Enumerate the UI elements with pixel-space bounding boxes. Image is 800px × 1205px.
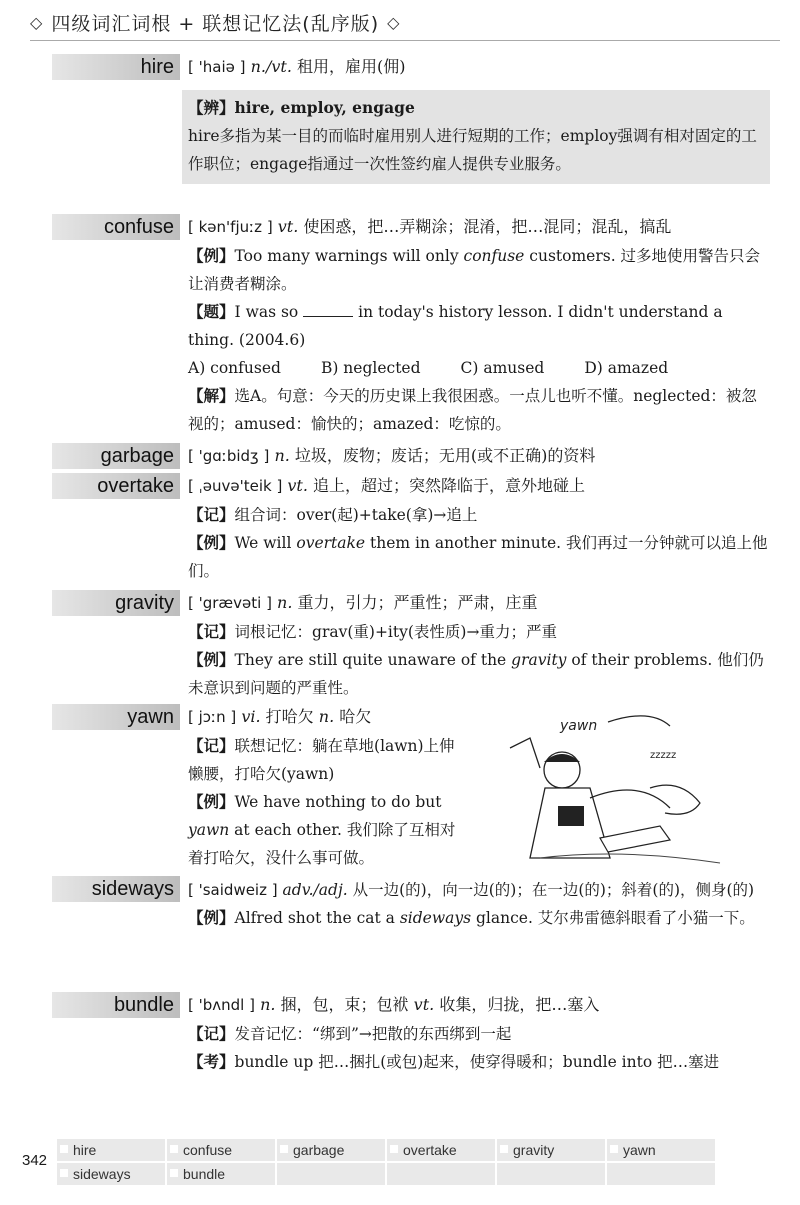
review-empty-cell — [496, 1162, 606, 1186]
definition-line — [188, 214, 770, 240]
phonetic: [ ˌəuvə'teik ] — [188, 477, 283, 495]
part-of-speech: n./vt. — [250, 57, 292, 76]
running-header — [30, 8, 400, 36]
option-c: C) amused — [460, 359, 545, 377]
example: 【例】We will overtake them in another minute. 我们再过一分钟就可以追上他们。 — [188, 533, 768, 580]
option-a: A) confused — [188, 359, 281, 377]
review-empty-cell — [276, 1162, 386, 1186]
note-title: 【辨】hire, employ, engage — [188, 98, 415, 117]
headword: garbage — [52, 443, 180, 469]
entry-body — [188, 876, 770, 932]
review-word: overtake — [386, 1138, 496, 1162]
memo: 【记】组合词：over(起)+take(拿)→追上 — [188, 505, 478, 524]
entry-body — [188, 1020, 770, 1076]
headword: confuse — [52, 214, 180, 240]
definition-line — [188, 54, 770, 80]
definition-line — [188, 473, 770, 499]
entry-body — [188, 732, 470, 872]
headword: bundle — [52, 992, 180, 1018]
review-empty-cell — [386, 1162, 496, 1186]
phonetic: [ 'saidweiz ] — [188, 881, 278, 899]
meaning: 使困惑，把…弄糊涂；混淆，把…混同；混乱，搞乱 — [303, 217, 672, 236]
headword: gravity — [52, 590, 180, 616]
phonetic: [ 'gɑːbidʒ ] — [188, 447, 270, 465]
headword: yawn — [52, 704, 180, 730]
phonetic: [ jɔːn ] — [188, 708, 237, 726]
meaning: 追上，超过；突然降临于，意外地碰上 — [313, 476, 586, 495]
question: 【题】I was so in today's history lesson. I didn't understand a thing. (2004.6) — [188, 302, 723, 349]
review-word: hire — [56, 1138, 166, 1162]
meaning: 租用，雇用(佣) — [297, 57, 406, 76]
part-of-speech: vt. — [277, 217, 299, 236]
meaning: 垃圾，废物；废话；无用(或不正确)的资料 — [294, 446, 596, 465]
headword: hire — [52, 54, 180, 80]
memo: 【记】发音记忆：“绑到”→把散的东西绑到一起 — [188, 1024, 512, 1043]
review-word: garbage — [276, 1138, 386, 1162]
review-word: confuse — [166, 1138, 276, 1162]
part-of-speech: vt. — [287, 476, 308, 495]
part-of-speech: vi. — [241, 707, 261, 726]
entry-body — [188, 242, 770, 438]
page-number: 342 — [22, 1152, 48, 1169]
answer-blank — [303, 302, 353, 317]
entry-body — [188, 501, 770, 585]
part-of-speech: adv./adj. — [282, 881, 348, 899]
review-word: sideways — [56, 1162, 166, 1186]
example: 【例】We have nothing to do but yawn at each other. 我们除了互相对着打哈欠，没什么事可做。 — [188, 792, 456, 867]
part-of-speech: n. — [274, 446, 290, 465]
snore-label: zzzzz — [650, 750, 677, 761]
meaning: 打哈欠 — [265, 707, 314, 726]
review-word: bundle — [166, 1162, 276, 1186]
review-checklist — [56, 1138, 716, 1186]
example: 【例】Alfred shot the cat a sideways glance. 艾尔弗雷德斜眼看了小猫一下。 — [188, 908, 755, 927]
headword: overtake — [52, 473, 180, 499]
option-d: D) amazed — [584, 359, 669, 377]
definition-line — [188, 992, 770, 1018]
example: 【例】Too many warnings will only confuse customers. 过多地使用警告只会让消费者糊涂。 — [188, 246, 761, 293]
meaning-2: 哈欠 — [339, 707, 372, 726]
review-word: yawn — [606, 1138, 716, 1162]
options — [188, 354, 770, 382]
headword: sideways — [52, 876, 180, 902]
part-of-speech-2: vt. — [413, 995, 435, 1014]
note-text: hire多指为某一目的而临时雇用别人进行短期的工作；employ强调有相对固定的工作职位；engage指通过一次性签约雇人提供专业服务。 — [188, 127, 757, 173]
option-b: B) neglected — [320, 359, 421, 377]
meaning: 捆，包，束；包袱 — [280, 995, 409, 1014]
note-box — [182, 90, 770, 184]
phonetic: [ kən'fjuːz ] — [188, 218, 273, 236]
part-of-speech: n. — [277, 593, 293, 612]
phonetic: [ 'haiə ] — [188, 58, 246, 76]
example: 【例】They are still quite unaware of the gravity of their problems. 他们仍未意识到问题的严重性。 — [188, 650, 764, 697]
illustration-label: yawn — [560, 718, 598, 734]
yawn-illustration — [500, 708, 730, 868]
exam-note: 【考】bundle up 把…捆扎(或包)起来，使穿得暖和；bundle into 把…塞进 — [188, 1052, 720, 1071]
diamond-icon: ◇ — [30, 12, 44, 32]
definition-line — [188, 443, 770, 469]
definition-line — [188, 590, 770, 616]
phonetic: [ 'grævəti ] — [188, 594, 272, 612]
book-title: 四级词汇词根 + 联想记忆法(乱序版) — [51, 12, 380, 35]
memo: 【记】联想记忆：躺在草地(lawn)上伸懒腰，打哈欠(yawn) — [188, 736, 455, 783]
review-word: gravity — [496, 1138, 606, 1162]
header-divider — [30, 40, 780, 41]
meaning: 重力，引力；严重性；严肃，庄重 — [297, 593, 538, 612]
meaning: 从一边(的)，向一边(的)；在一边(的)；斜着(的)，侧身(的) — [352, 881, 755, 899]
part-of-speech: n. — [260, 995, 276, 1014]
diamond-icon: ◇ — [387, 12, 401, 32]
definition-line — [188, 876, 770, 904]
meaning-2: 收集，归拢，把…塞入 — [439, 995, 600, 1014]
review-empty-cell — [606, 1162, 716, 1186]
usage-note — [188, 90, 770, 184]
part-of-speech-2: n. — [318, 707, 335, 726]
entry-body — [188, 618, 770, 702]
phonetic: [ 'bʌndl ] — [188, 996, 255, 1014]
memo: 【记】词根记忆：grav(重)+ity(表性质)→重力；严重 — [188, 622, 557, 641]
answer: 【解】选A。句意：今天的历史课上我很困惑。一点儿也听不懂。neglected：被忽视的；amused：愉快的；amazed：吃惊的。 — [188, 386, 757, 433]
